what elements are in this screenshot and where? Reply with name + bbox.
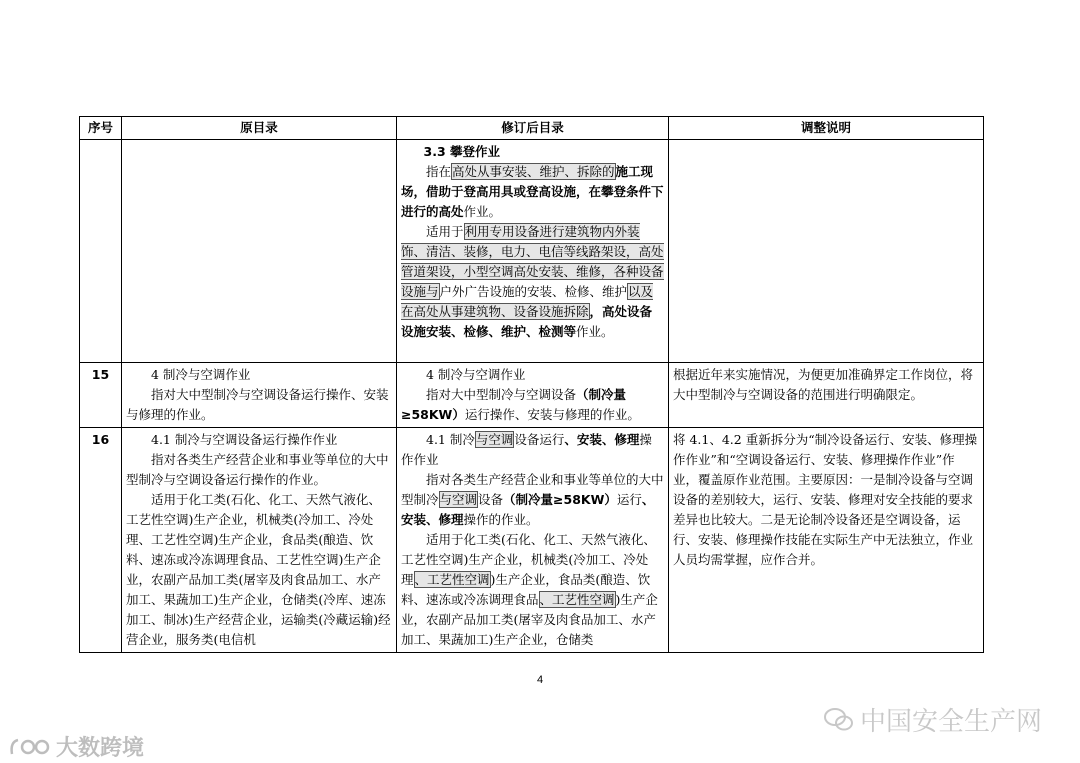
paragraph: 根据近年来实施情况，为便更加准确界定工作岗位，将大中型制冷与空调设备的范围进行明确限定。 <box>673 367 974 402</box>
section-title: 4 制冷与空调作业 <box>151 367 251 382</box>
header-note: 调整说明 <box>669 117 984 140</box>
header-revised: 修订后目录 <box>397 117 669 140</box>
seq-cell: 16 <box>80 428 122 653</box>
section-title: 4.1 制冷与空调设备运行操作作业 <box>151 432 338 447</box>
note-cell <box>669 140 984 363</box>
watermark-text: 大数跨境 <box>56 736 145 761</box>
table-row <box>80 428 984 653</box>
section-title: 4 制冷与空调作业 <box>426 367 526 382</box>
paragraph: 指对各类生产经营企业和事业等单位的大中型制冷与空调设备运行操作的作业。 <box>126 452 389 487</box>
section-title: 3.3 攀登作业 <box>423 144 500 159</box>
original-cell <box>122 140 397 363</box>
page-number: 4 <box>536 674 544 686</box>
revision-table <box>79 116 984 653</box>
paragraph: 将 4.1、4.2 重新拆分为“制冷设备运行、安装、修理操作作业”和“空调设备运行、安装、修理操作作业”作业，覆盖原作业范围。主要原因：一是制冷设备与空调设备的差别较大，运行、安装、修理对安全技能的要求差异也比较大。二是无论制冷设备还是空调设备，运行、安装、修理操作技能在实际生产中无法独立，作业人员均需掌握，应作合并。 <box>673 432 978 567</box>
brand-logo-icon <box>8 736 52 758</box>
header-seq: 序号 <box>80 117 122 140</box>
original-cell <box>122 363 397 428</box>
revised-cell <box>397 428 669 653</box>
original-cell <box>122 428 397 653</box>
paragraph: 适用于利用专用设备进行建筑物内外装饰、清洁、装修，电力、电信等线路架设，高处管道架设，小型空调高处安装、维修，各种设备设施与户外广告设施的安装、检修、维护以及在高处从事建筑物、设备设施拆除，高处设备设施安装、检修、维护、检测等作业。 <box>401 224 664 339</box>
wechat-icon <box>824 707 854 733</box>
note-cell <box>669 428 984 653</box>
seq-cell <box>80 140 122 363</box>
revised-cell <box>397 140 669 363</box>
note-cell <box>669 363 984 428</box>
paragraph: 指对各类生产经营企业和事业等单位的大中型制冷与空调设备（制冷量≥58KW）运行、安装、修理操作的作业。 <box>401 472 664 527</box>
paragraph: 指对大中型制冷与空调设备（制冷量≥58KW）运行操作、安装与修理的作业。 <box>401 387 640 422</box>
paragraph: 指对大中型制冷与空调设备运行操作、安装与修理的作业。 <box>126 387 389 422</box>
revised-cell <box>397 363 669 428</box>
seq-cell: 15 <box>80 363 122 428</box>
header-original: 原目录 <box>122 117 397 140</box>
watermark-right <box>824 701 1042 738</box>
paragraph: 适用于化工类(石化、化工、天然气液化、工艺性空调)生产企业，机械类(冷加工、冷处理、工艺性空调)生产企业，食品类(酿造、饮料、速冻或冷冻调理食品、工艺性空调)生产企业，农副产品加工类(屠宰及肉食品加工、水产加工、果蔬加工)生产企业，仓储类(冷库、速冻加工、制冰)生产经营企业，运输类(冷藏运输)经营企业，服务类(电信机 <box>126 492 391 647</box>
table-row <box>80 140 984 363</box>
paragraph: 指在高处从事安装、维护、拆除的施工现场，借助于登高用具或登高设施，在攀登条件下进行的高处作业。 <box>401 164 664 219</box>
section-title: 4.1 制冷与空调设备运行、安装、修理操作作业 <box>401 432 652 467</box>
watermark-left <box>8 731 144 762</box>
paragraph: 适用于化工类(石化、化工、天然气液化、工艺性空调)生产企业，机械类(冷加工、冷处理、工艺性空调)生产企业，食品类(酿造、饮料、速冻或冷冻调理食品、工艺性空调)生产企业，农副产品加工类(屠宰及肉食品加工、水产加工、果蔬加工)生产企业，仓储类 <box>401 532 658 647</box>
watermark-text: 中国安全生产网 <box>859 707 1042 737</box>
table-row <box>80 363 984 428</box>
header-row <box>80 117 984 140</box>
